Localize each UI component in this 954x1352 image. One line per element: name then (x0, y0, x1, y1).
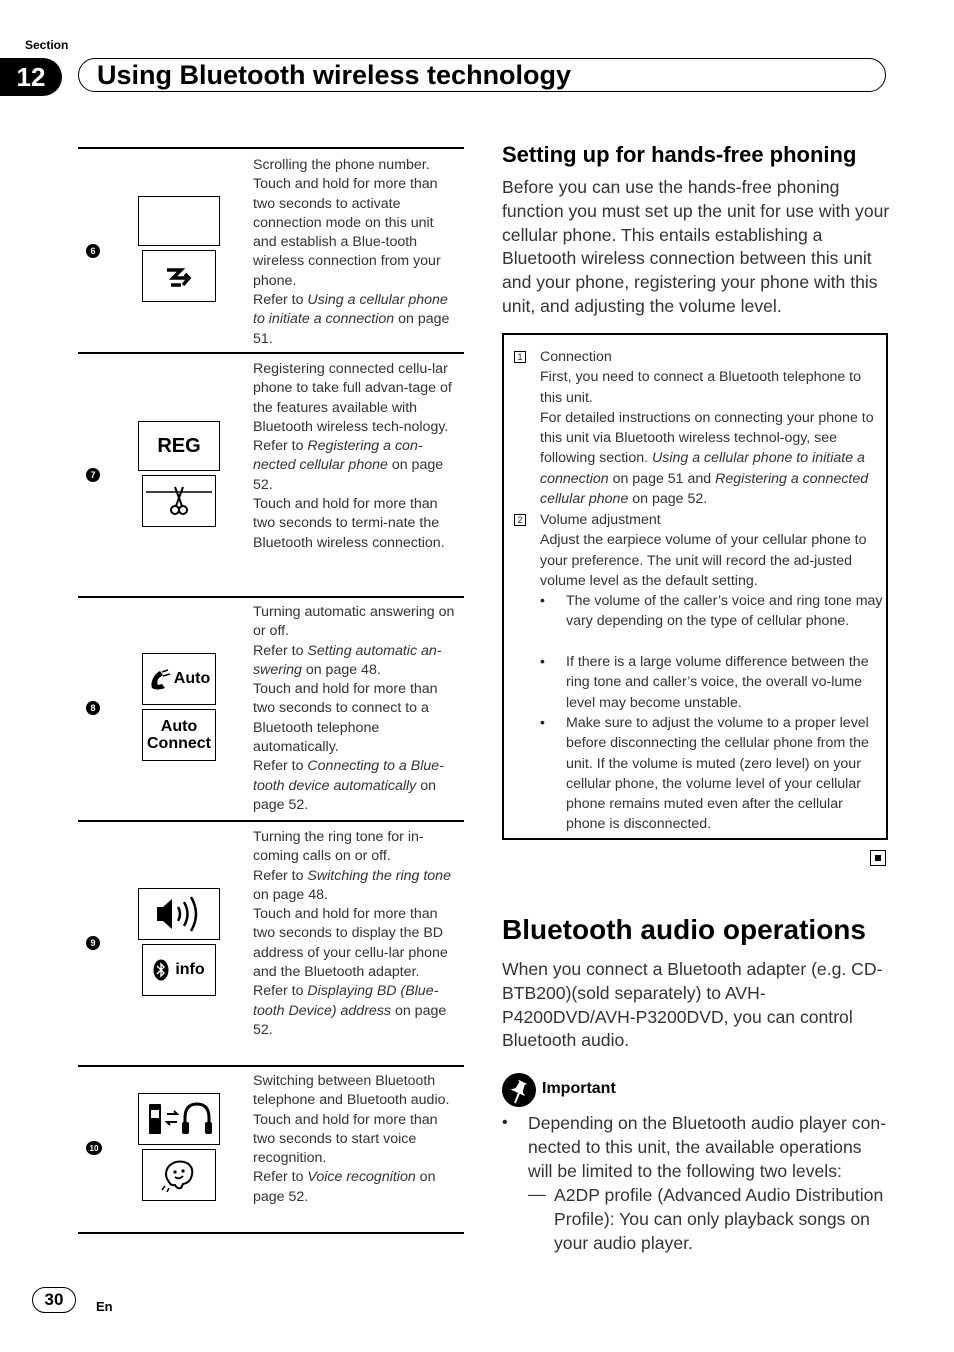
row-number: 6 (86, 244, 100, 258)
row-number: 10 (86, 1141, 102, 1155)
phone-headphones-switch-icon (143, 1100, 215, 1138)
chapter-title: Using Bluetooth wireless technology (78, 58, 886, 92)
row-description: Switching between Bluetooth telephone and Bluetooth audio. Touch and hold for more than two seconds to start voice recognition. Refer to Voice recognition on page 52. (253, 1073, 450, 1205)
list-item: Make sure to adjust the volume to a proper level before disconnecting the cellular phone from the unit. If the volume is muted (zero level) on your cellular phone, the volume level of your cellular phone remains muted even after the cellular phone is disconnected. (566, 715, 869, 833)
auto-answer-button[interactable] (142, 653, 216, 705)
list-item: The volume of the caller’s voice and ring tone may vary depending on the type of cellular phone. (566, 593, 883, 630)
row-number: 9 (86, 936, 100, 950)
info-label: info (175, 961, 205, 978)
phone-number-display-button[interactable] (138, 196, 220, 246)
phone-audio-switch-button[interactable] (138, 1093, 220, 1145)
hang-up-button[interactable] (142, 250, 216, 302)
bullet: • (540, 592, 545, 608)
row-number: 8 (86, 701, 100, 715)
phone-handset-icon (148, 668, 172, 690)
important-text: Depending on the Bluetooth audio player con-nected to this unit, the available operations will be limited to the following two levels: (528, 1113, 887, 1181)
setup-steps-box (502, 333, 888, 840)
language-label: En (96, 1299, 113, 1314)
ring-tone-button[interactable] (138, 888, 220, 940)
row-number: 7 (86, 468, 100, 482)
bluetooth-icon (153, 959, 169, 981)
setup-heading: Setting up for hands-free phoning (502, 142, 857, 167)
scissors-icon (144, 486, 214, 516)
table-row (78, 1065, 464, 1234)
step-number: 2 (514, 514, 526, 526)
important-label: Important (542, 1080, 616, 1097)
table-row (78, 820, 464, 1065)
step-number: 1 (514, 351, 526, 363)
setup-body: Before you can use the hands-free phoning function you must set up the unit for use with your cellular phone. This entails establishing a Bluetooth wireless connection between this unit and your phone, registering your phone with this unit, and adjusting the volume level. (502, 177, 890, 316)
speaker-volume-icon (154, 894, 204, 934)
list-item: If there is a large volume difference between the ring tone and caller’s voice, the overall vo-lume level may become unstable. (566, 654, 869, 711)
auto-connect-button[interactable]: Auto Connect (142, 709, 216, 761)
voice-recognition-button[interactable] (142, 1149, 216, 1201)
bullet: • (540, 653, 545, 669)
step-1-content: Connection First, you need to connect a Bluetooth telephone to this unit. For detailed instructions on connecting your phone to this unit via Bluetooth wireless technol-ogy, see following section. Using a cellular phone to initiate a connection on page 51 and Registering a connected cellular phone on page 52. (540, 349, 874, 508)
table-row (78, 352, 464, 596)
page-number: 30 (32, 1287, 76, 1313)
row-description: Registering connected cellu-lar phone to take full advan-tage of the features available with Bluetooth wireless tech-nology. Refer to Registering a con-nected cellular phone on page 52. Touch and hold for more than two seconds to termi-nate the Bluetooth wireless connection. (253, 361, 452, 551)
bt-audio-heading: Bluetooth audio operations (502, 914, 866, 945)
a2dp-item: A2DP profile (Advanced Audio Distribution Profile): You can only playback songs on your audio player. (554, 1185, 884, 1253)
reg-button[interactable]: REG (138, 421, 220, 471)
row-description: Turning the ring tone for in-coming calls on or off. Refer to Switching the ring tone on page 48. Touch and hold for more than two seconds to display the BD address of your cellu-lar phone and the Bluetooth adapter. Refer to Displaying BD (Blue-tooth Device) address on page 52. (253, 829, 451, 1038)
dash: — (528, 1184, 546, 1204)
bullet: • (502, 1114, 508, 1131)
button-reference-table (78, 147, 464, 1234)
voice-recognition-face-icon (161, 1158, 197, 1192)
row-description: Turning automatic answering on or off. Refer to Setting automatic an-swering on page 48. Touch and hold for more than two seconds to connect to a Bluetooth telephone automatically. Refer to Connecting to a Blue-tooth device automatically on page 52. (253, 604, 455, 813)
bt-audio-body: When you connect a Bluetooth adapter (e.g. CD-BTB200)(sold separately) to AVH-P4200DVD/AVH-P3200DVD, you can control Bluetooth audio. (502, 959, 883, 1051)
table-row (78, 147, 464, 352)
step-2-content: Volume adjustment Adjust the earpiece volume of your cellular phone to your preference. The unit will record the ad-justed volume level as the default setting. (540, 512, 867, 589)
hang-up-arrow-icon (162, 261, 196, 291)
section-label: Section (25, 38, 69, 52)
section-end-mark-icon (870, 850, 886, 866)
section-number-badge: 12 (0, 58, 62, 96)
auto-label: Auto (173, 670, 211, 687)
disconnect-button[interactable] (142, 475, 216, 527)
row-description: Scrolling the phone number. Touch and hold for more than two seconds to activate connection mode on this unit and establish a Blue-tooth wireless connection from your phone. Refer to Using a cellular phone to initiate a connection on page 51. (253, 157, 450, 347)
info-button[interactable] (142, 944, 216, 996)
table-row (78, 596, 464, 820)
important-pushpin-icon (502, 1073, 536, 1107)
bullet: • (540, 714, 545, 730)
